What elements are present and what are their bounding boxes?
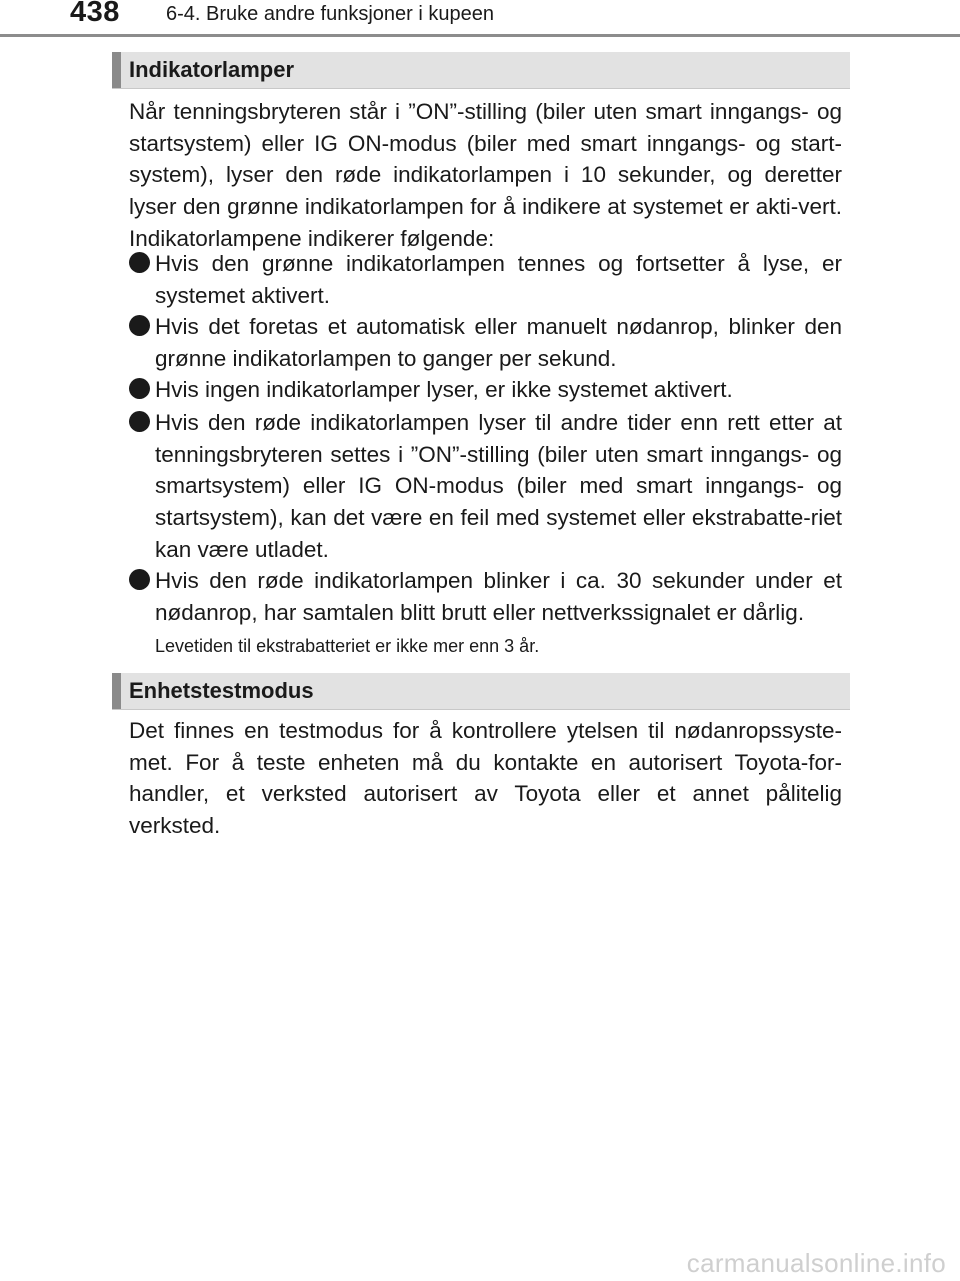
section-accent (112, 673, 121, 709)
list-item-text: Hvis den røde indikatorlampen blinker i ca. 30 sekunder under et nødanrop, har samtalen blitt brutt eller nettverkssignalet er dårlig. (155, 568, 842, 625)
testmode-paragraph: Det finnes en testmodus for å kontrollere ytelsen til nødanropssyste-met. For å teste enheten må du kontakte en autorisert Toyota-for-handler, et verksted autorisert av Toyota eller et annet pålitelig verksted. (129, 718, 842, 839)
bullet-icon (129, 378, 150, 399)
list-item-text: Hvis den grønne indikatorlampen tennes og fortsetter å lyse, er systemet aktivert. (155, 251, 842, 308)
list-item (129, 248, 842, 311)
section-heading-indikatorlamper (112, 52, 850, 89)
list-item (129, 407, 842, 566)
watermark: carmanualsonline.info (686, 1248, 946, 1278)
list-item (129, 374, 842, 406)
section-heading-label: Indikatorlamper (129, 57, 295, 82)
list-item-text: Hvis den røde indikatorlampen lyser til andre tider enn rett etter at tenningsbryteren settes i ”ON”-stilling (biler uten smart inngangs- og smartsystem) eller IG ON-modus (biler med smart inngangs- og startsystem), kan det være en feil med systemet eller ekstrabatte-riet kan være utladet. (155, 410, 842, 562)
battery-note: Levetiden til ekstrabatteriet er ikke mer enn 3 år. (155, 636, 540, 656)
section-accent (112, 52, 121, 88)
list-item-text: Hvis ingen indikatorlamper lyser, er ikke systemet aktivert. (155, 377, 733, 402)
intro-paragraph: Når tenningsbryteren står i ”ON”-stilling (biler uten smart inngangs- og startsystem) eller IG ON-modus (biler med smart inngangs- og start-system), lyser den røde indikatorlampen i 10 sekunder, og deretter lyser den grønne indikatorlampen for å indikere at systemet er akti-vert. Indikatorlampene indikerer følgende: (129, 99, 842, 251)
chapter-title: 6-4. Bruke andre funksjoner i kupeen (166, 3, 494, 25)
bullet-icon (129, 315, 150, 336)
list-item-text: Hvis det foretas et automatisk eller manuelt nødanrop, blinker den grønne indikatorlampen to ganger per sekund. (155, 314, 842, 371)
bullet-icon (129, 252, 150, 273)
list-item (129, 565, 842, 628)
page-number: 438 (70, 0, 120, 28)
header-divider (0, 34, 960, 37)
bullet-icon (129, 569, 150, 590)
bullet-icon (129, 411, 150, 432)
page-header (0, 0, 960, 36)
section-heading-label: Enhetstestmodus (129, 678, 314, 703)
list-item (129, 311, 842, 374)
section-heading-enhetstestmodus (112, 673, 850, 710)
